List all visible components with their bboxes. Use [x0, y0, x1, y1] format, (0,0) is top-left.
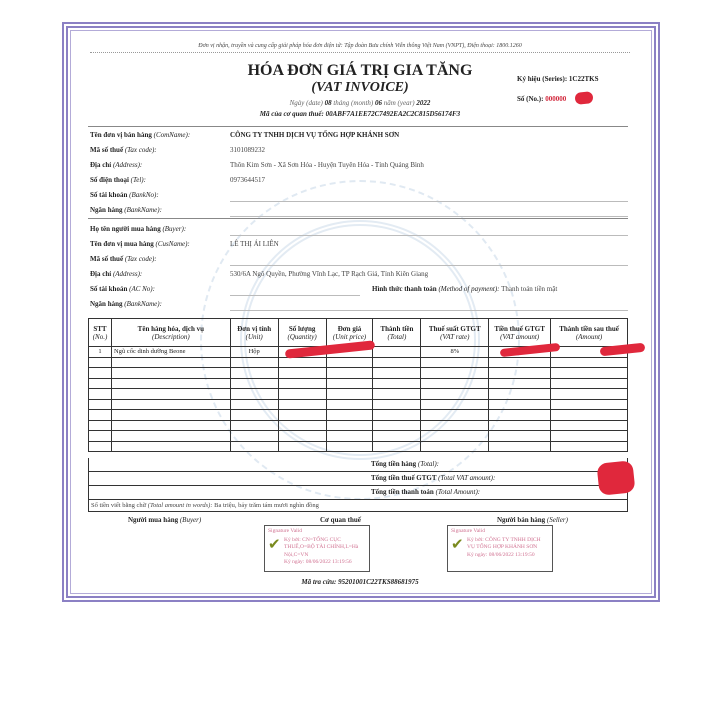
table-cell — [421, 441, 489, 452]
buyer-field-label: Tên đơn vị mua hàng (CusName): — [90, 240, 190, 248]
table-cell — [326, 399, 373, 410]
table-cell — [421, 431, 489, 442]
table-cell — [551, 389, 628, 400]
table-cell — [326, 431, 373, 442]
buyer-signature-label: Người mua hàng (Buyer) — [128, 516, 202, 524]
redaction-mark — [596, 460, 635, 496]
provider-note: Đơn vị nhận, truyền và cung cấp giải pháp hóa đơn điện tử: Tập đoàn Bưu chính Viễn thông Việt Nam (VNPT), Điện thoại: 1800.1260 — [90, 43, 630, 53]
table-cell — [489, 420, 551, 431]
table-cell — [111, 399, 230, 410]
blank-line — [230, 310, 628, 311]
table-cell — [373, 357, 421, 368]
table-cell — [89, 368, 112, 379]
table-cell — [230, 420, 278, 431]
column-header: Đơn giá (Unit price) — [326, 319, 373, 347]
table-row — [89, 410, 628, 421]
column-header: Thuế suất GTGT (VAT rate) — [421, 319, 489, 347]
seller-signature-label: Người bán hàng (Seller) — [497, 516, 568, 524]
blank-line — [230, 235, 628, 236]
table-cell — [373, 378, 421, 389]
invoice-number: Số (No.): 000000 — [517, 95, 567, 103]
table-cell — [373, 420, 421, 431]
table-cell — [489, 357, 551, 368]
table-row — [89, 368, 628, 379]
blank-line — [230, 216, 628, 217]
table-cell — [111, 441, 230, 452]
table-cell — [373, 431, 421, 442]
table-row — [89, 378, 628, 389]
seller-signature-box — [447, 525, 553, 572]
divider — [88, 218, 628, 219]
table-cell — [489, 399, 551, 410]
buyer-field-label: Mã số thuế (Tax code): — [90, 255, 157, 263]
table-cell — [230, 431, 278, 442]
table-cell — [373, 368, 421, 379]
total-row: Tổng tiền thuế GTGT (Total VAT amount): — [88, 472, 628, 486]
table-cell — [421, 420, 489, 431]
table-cell — [89, 410, 112, 421]
column-header: Tiền thuế GTGT (VAT amount) — [489, 319, 551, 347]
table-cell — [89, 431, 112, 442]
column-header: Tên hàng hóa, dịch vụ (Description) — [111, 319, 230, 347]
buyer-field-value: 530/6A Ngô Quyền, Phường Vĩnh Lạc, TP Rạch Giá, Tỉnh Kiên Giang — [230, 270, 429, 278]
invoice-title: HÓA ĐƠN GIÁ TRỊ GIA TĂNG — [247, 62, 473, 79]
seller-field-label: Ngân hàng (BankName): — [90, 206, 162, 214]
table-cell — [278, 389, 326, 400]
total-row: Tổng tiền thanh toán (Total Amount): — [88, 486, 628, 500]
table-cell — [230, 389, 278, 400]
table-row — [89, 420, 628, 431]
table-cell — [421, 399, 489, 410]
table-cell — [111, 389, 230, 400]
blank-line — [230, 265, 628, 266]
table-cell — [489, 389, 551, 400]
table-cell — [278, 357, 326, 368]
table-cell — [373, 389, 421, 400]
table-row — [89, 389, 628, 400]
table-cell — [230, 378, 278, 389]
table-cell — [89, 399, 112, 410]
seller-field-value: 0973644517 — [230, 176, 265, 184]
table-cell — [278, 410, 326, 421]
table-cell — [278, 441, 326, 452]
table-cell — [551, 441, 628, 452]
table-cell — [489, 410, 551, 421]
table-cell — [489, 441, 551, 452]
seller-field-label: Địa chỉ (Address): — [90, 161, 143, 169]
signature-date: Ký ngày: 08/06/2022 13:19:50 — [467, 551, 535, 558]
lookup-code: Mã tra cứu: 95201001C22TKS88681975 — [301, 578, 419, 586]
amount-in-words: Số tiền viết bằng chữ (Total amount in words): Ba triệu, bảy trăm tám mươi nghìn đồng — [88, 500, 628, 512]
tax-signature-label: Cơ quan thuế — [320, 516, 361, 524]
seller-field-value: Thôn Kim Sơn - Xã Sơn Hóa - Huyện Tuyên Hóa - Tỉnh Quảng Bình — [230, 161, 424, 169]
signature-date: Ký ngày: 08/06/2022 13:19:56 — [284, 559, 352, 565]
table-cell — [89, 357, 112, 368]
table-cell — [326, 441, 373, 452]
table-cell — [489, 378, 551, 389]
table-cell — [326, 389, 373, 400]
table-cell — [111, 357, 230, 368]
table-cell — [373, 347, 421, 358]
signature-signer: Ký bởi: CÔNG TY TNHH DỊCH VỤ TỔNG HỢP KHÁNH SƠN — [467, 536, 541, 550]
table-cell — [89, 420, 112, 431]
table-cell — [421, 357, 489, 368]
seller-field-label: Số điện thoại (Tel): — [90, 176, 146, 184]
table-cell — [89, 378, 112, 389]
table-cell — [111, 431, 230, 442]
buyer-field-label: Họ tên người mua hàng (Buyer): — [90, 225, 187, 233]
items-table — [88, 318, 628, 452]
table-cell — [421, 378, 489, 389]
table-cell — [551, 399, 628, 410]
table-cell — [421, 410, 489, 421]
table-cell — [111, 378, 230, 389]
table-cell — [230, 399, 278, 410]
table-cell — [551, 357, 628, 368]
signature-status: Signature Valid — [268, 528, 302, 534]
signature-signer: Ký bởi: CN=TỔNG CỤC THUẾ,O=BỘ TÀI CHÍNH,L=Hà Nội,C=VN — [284, 536, 359, 558]
blank-line — [230, 295, 360, 296]
table-cell: Hộp — [230, 347, 278, 358]
table-cell — [326, 368, 373, 379]
column-header: Số lượng (Quantity) — [278, 319, 326, 347]
table-row — [89, 399, 628, 410]
table-cell — [230, 357, 278, 368]
table-cell — [326, 410, 373, 421]
seller-field-label: Số tài khoản (BankNo): — [90, 191, 159, 199]
table-cell — [89, 389, 112, 400]
check-icon: ✔ — [268, 536, 281, 553]
table-cell — [326, 420, 373, 431]
table-row — [89, 357, 628, 368]
invoice-subtitle: (VAT INVOICE) — [311, 80, 409, 95]
total-row: Tổng tiền hàng (Total): — [88, 458, 628, 472]
table-cell — [326, 378, 373, 389]
seller-field-value: 3101089232 — [230, 146, 265, 154]
table-cell: Ngũ cốc dinh dưỡng Beone — [111, 347, 230, 358]
table-cell — [89, 441, 112, 452]
buyer-field-value: LÊ THỊ ÁI LIÊN — [230, 240, 279, 248]
buyer-field-label: Địa chỉ (Address): — [90, 270, 143, 278]
invoice-series: Ký hiệu (Series): 1C22TKS — [517, 75, 599, 83]
table-cell — [278, 368, 326, 379]
table-cell — [421, 389, 489, 400]
table-cell — [551, 410, 628, 421]
table-cell — [489, 368, 551, 379]
tax-signature-box — [264, 525, 370, 572]
blank-line — [230, 201, 628, 202]
table-cell — [278, 431, 326, 442]
table-cell — [278, 420, 326, 431]
table-cell — [111, 410, 230, 421]
column-header: Thành tiền (Total) — [373, 319, 421, 347]
check-icon: ✔ — [451, 536, 464, 553]
table-cell — [551, 378, 628, 389]
seller-field-label: Mã số thuế (Tax code): — [90, 146, 157, 154]
invoice-date: Ngày (date) 08 tháng (month) 06 năm (year) 2022 — [289, 99, 431, 107]
seller-field-label: Tên đơn vị bán hàng (ComName): — [90, 131, 191, 139]
table-cell — [111, 368, 230, 379]
table-cell — [326, 357, 373, 368]
table-cell — [230, 410, 278, 421]
table-cell — [111, 420, 230, 431]
payment-method: Hình thức thanh toán (Method of payment): Thanh toán tiền mặt — [372, 285, 558, 293]
column-header: Đơn vị tính (Unit) — [230, 319, 278, 347]
table-cell — [230, 441, 278, 452]
table-cell — [230, 368, 278, 379]
table-cell — [373, 410, 421, 421]
table-cell — [489, 431, 551, 442]
table-cell: 1 — [89, 347, 112, 358]
table-row — [89, 431, 628, 442]
table-cell: 8% — [421, 347, 489, 358]
table-row — [89, 441, 628, 452]
table-cell — [551, 431, 628, 442]
seller-field-value: CÔNG TY TNHH DỊCH VỤ TỔNG HỢP KHÁNH SƠN — [230, 131, 400, 139]
buyer-field-label: Số tài khoản (AC No): — [90, 285, 155, 293]
column-header: Thành tiền sau thuế (Amount) — [551, 319, 628, 347]
table-cell — [278, 378, 326, 389]
signature-status: Signature Valid — [451, 528, 485, 534]
table-cell — [278, 399, 326, 410]
table-cell — [373, 441, 421, 452]
table-cell — [373, 399, 421, 410]
tax-authority-code: Mã của cơ quan thuế: 00ABF7A1EE72C7492EA2C2C815D56174F3 — [259, 110, 461, 118]
table-cell — [551, 420, 628, 431]
table-cell — [551, 368, 628, 379]
divider — [88, 126, 628, 127]
table-cell — [421, 368, 489, 379]
buyer-field-label: Ngân hàng (BankName): — [90, 300, 162, 308]
column-header: STT (No.) — [89, 319, 112, 347]
